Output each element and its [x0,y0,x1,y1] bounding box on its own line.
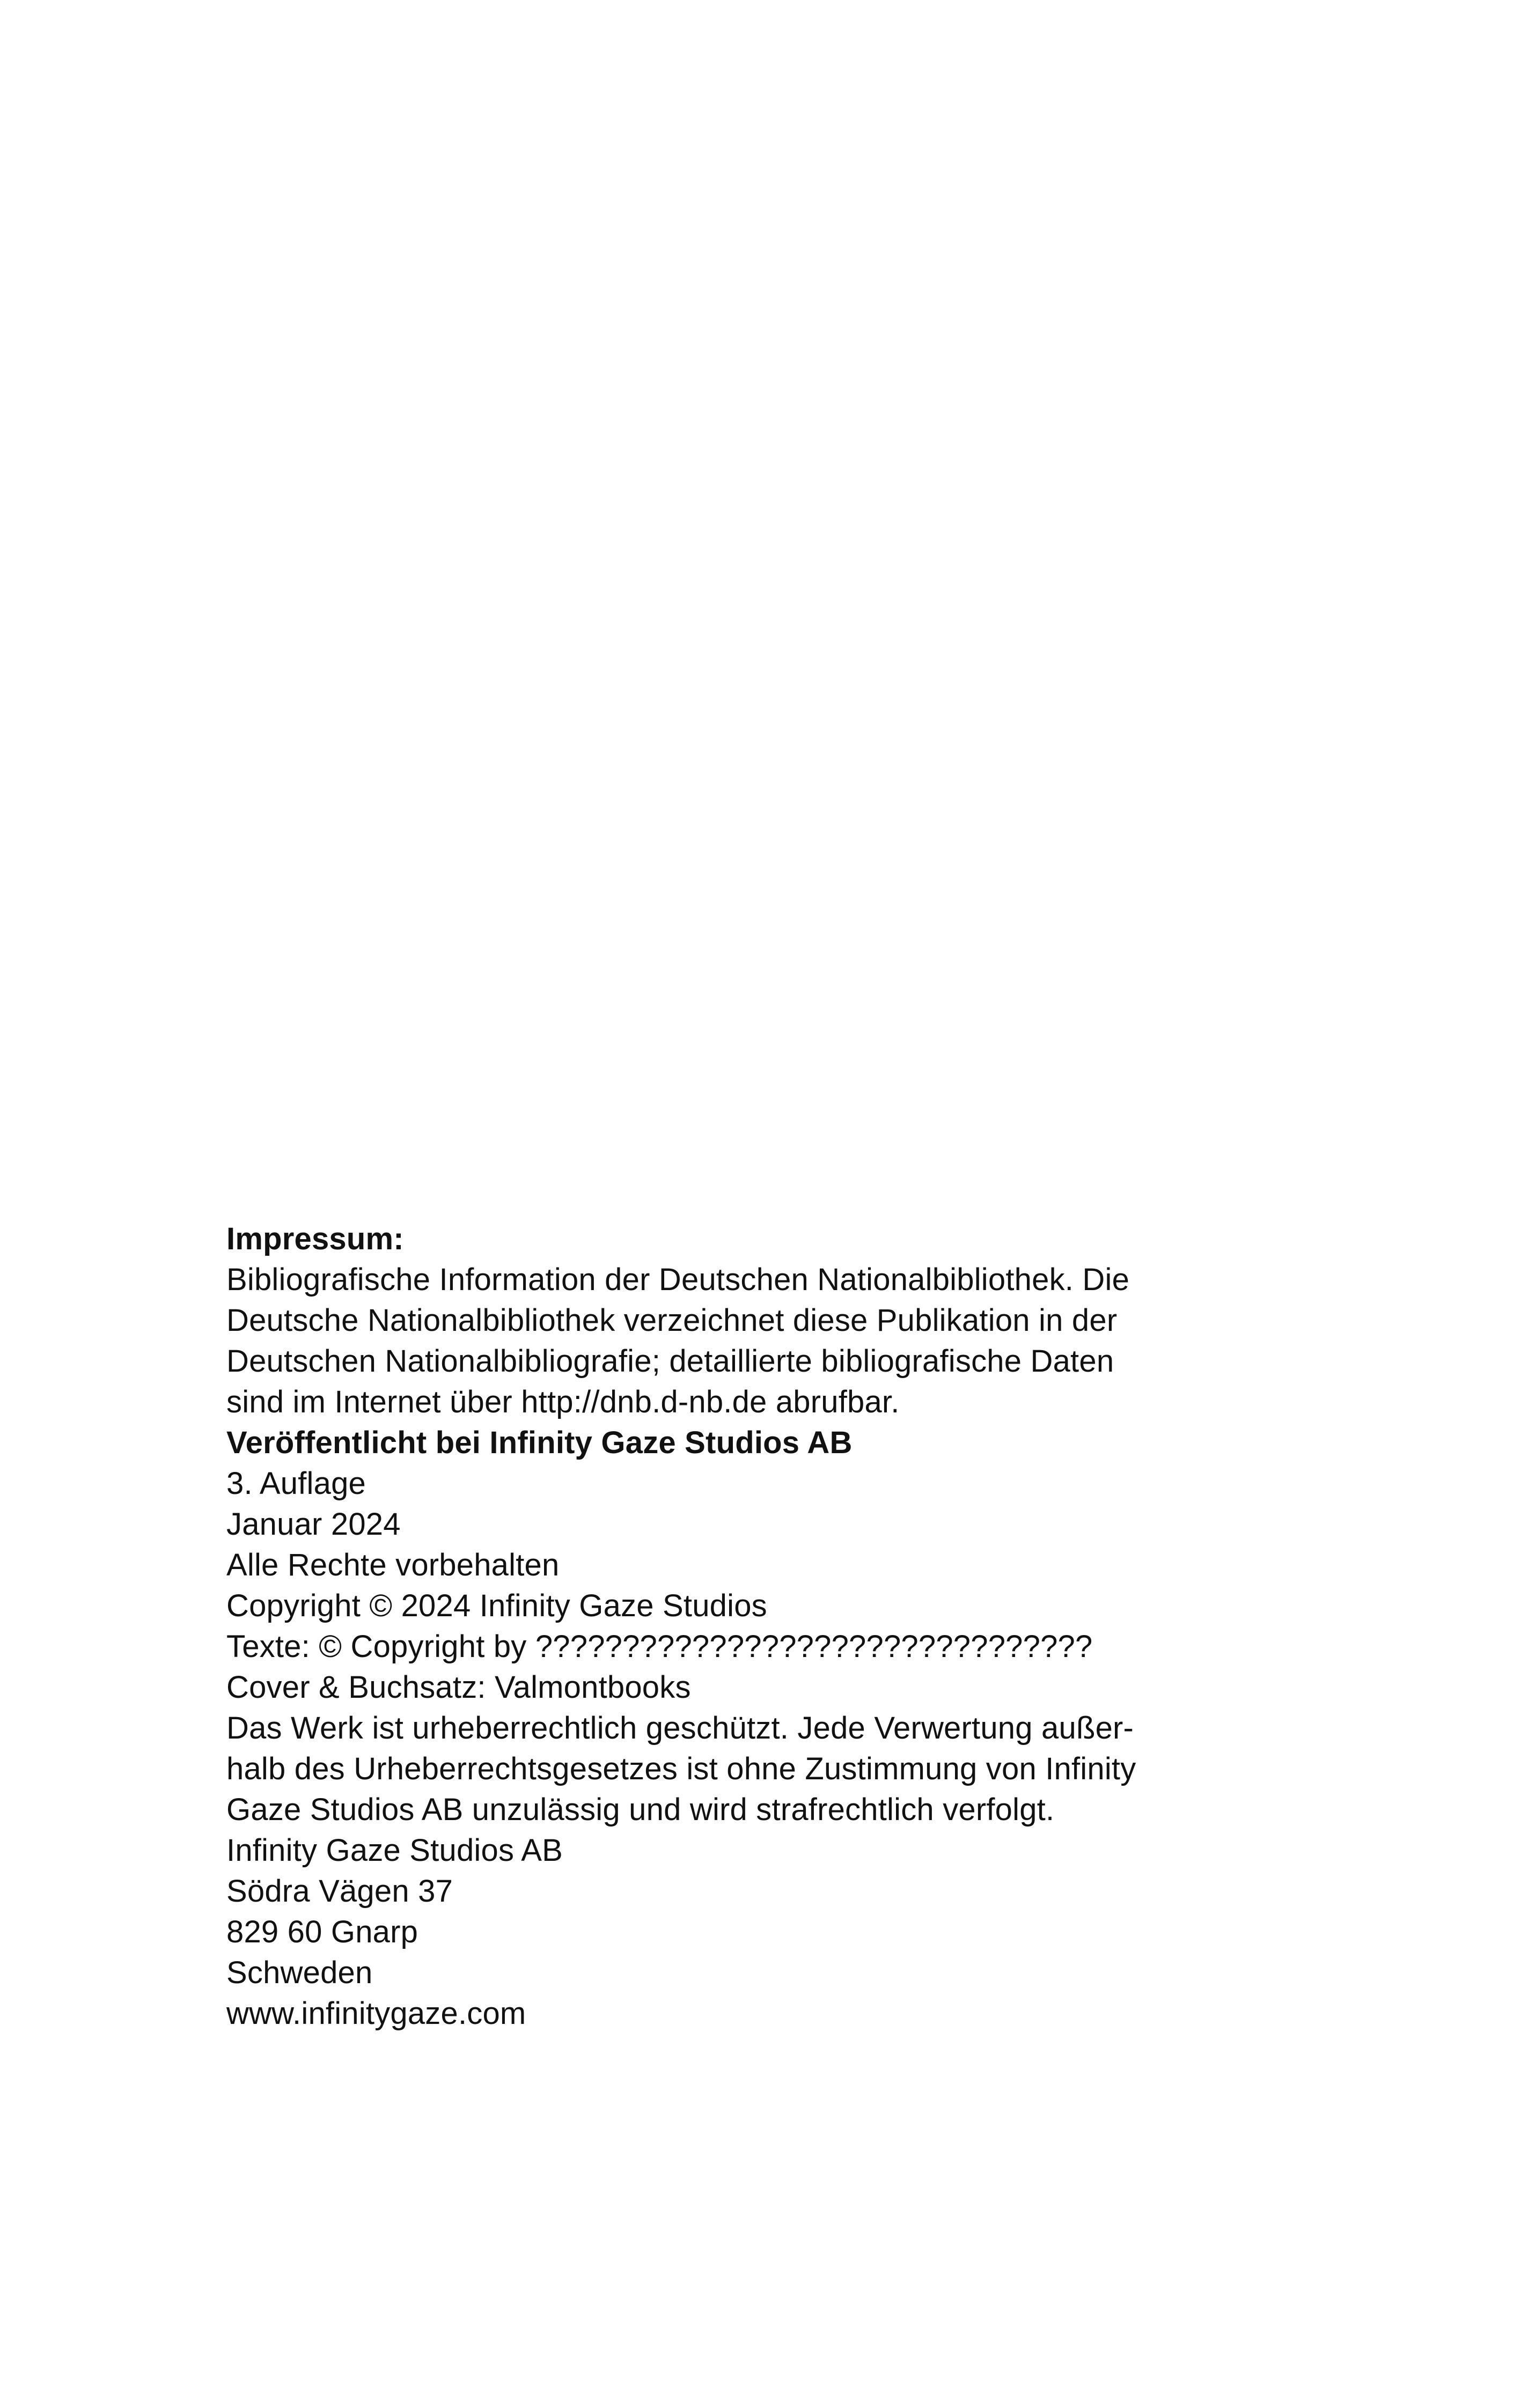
copyright-notice: Copyright © 2024 Infinity Gaze Studios [226,1588,767,1623]
publisher-line: Veröffentlicht bei Infinity Gaze Studios AB [226,1425,853,1460]
address-street: Södra Vägen 37 [226,1874,453,1909]
publisher-address [226,1830,1299,2034]
legal-notice-line: Gaze Studios AB unzulässig und wird strafrechtlich verfolgt. [226,1792,1055,1827]
bibliographic-info-line: sind im Internet über http://dnb.d-nb.de abrufbar. [226,1385,900,1419]
legal-notice [226,1708,1299,1830]
texts-copyright: Texte: © Copyright by ???????????????????????????????? [226,1629,1093,1664]
bibliographic-info-line: Deutschen Nationalbibliografie; detaillierte bibliografische Daten [226,1344,1114,1379]
legal-notice-line: halb des Urheberrechtsgesetzes ist ohne Zustimmung von Infinity [226,1751,1136,1786]
imprint-block [226,1219,1299,2034]
bibliographic-info-line: Bibliografische Information der Deutschen Nationalbibliothek. Die [226,1262,1130,1297]
website-link[interactable]: www.infinitygaze.com [226,1996,526,2031]
rights-notice: Alle Rechte vorbehalten [226,1548,560,1582]
address-postal-city: 829 60 Gnarp [226,1914,418,1949]
cover-typesetting: Cover & Buchsatz: Valmontbooks [226,1670,691,1705]
address-company: Infinity Gaze Studios AB [226,1833,563,1868]
imprint-heading: Impressum: [226,1221,404,1256]
address-country: Schweden [226,1955,373,1990]
bibliographic-info [226,1260,1299,1423]
edition: 3. Auflage [226,1466,366,1501]
legal-notice-line: Das Werk ist urheberrechtlich geschützt. Jede Verwertung außer- [226,1711,1134,1746]
publication-date: Januar 2024 [226,1507,401,1542]
bibliographic-info-line: Deutsche Nationalbibliothek verzeichnet diese Publikation in der [226,1303,1118,1338]
